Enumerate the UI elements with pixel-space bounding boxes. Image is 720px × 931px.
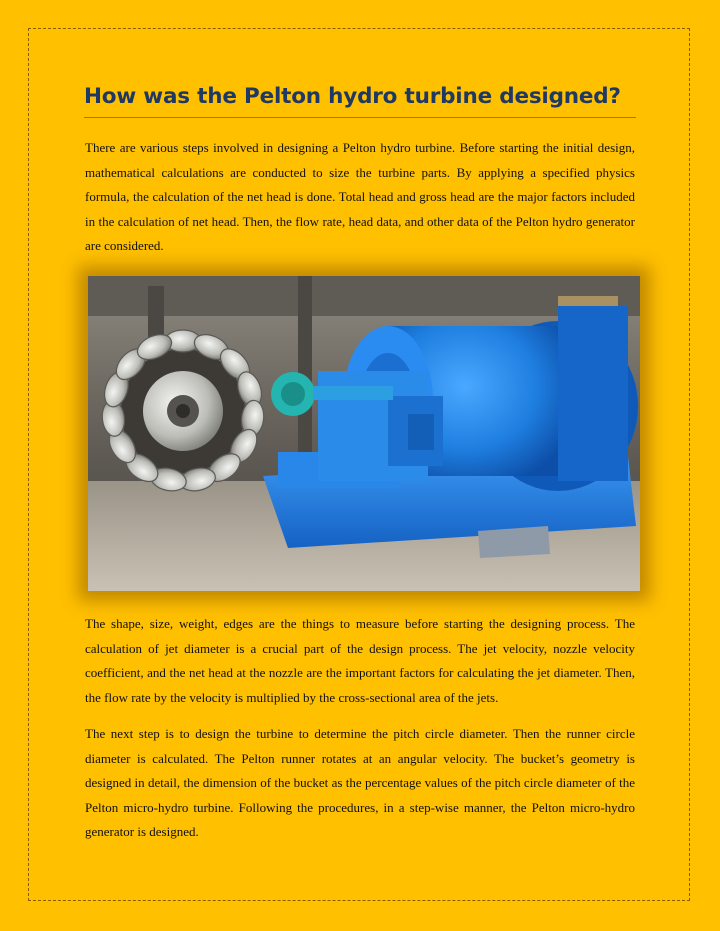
paragraph-intro: There are various steps involved in designing a Pelton hydro turbine. Before starting the initial design, mathematical calculations are conducted to size the turbine parts. By applying a specified physics formula, the calculation of the net head is done. Total head and gross head are the major factors included in the calculation of net head. Then, the flow rate, head data, and other data of the Pelton hydro generator are considered.: [85, 140, 635, 254]
title-underline: [84, 117, 636, 118]
page-title: How was the Pelton hydro turbine designed?: [84, 84, 621, 109]
paragraph-pitch-circle: The next step is to design the turbine to determine the pitch circle diameter. Then the runner circle diameter is calculated. The Pelton runner rotates at an angular velocity. The bucket’s geometry is designed in detail, the dimension of the bucket as the percentage values of the pitch circle diameter of the Pelton micro-hydro turbine. Following the procedures, in a step-wise manner, the Pelton micro-hydro generator is designed.: [85, 726, 635, 840]
paragraph-jet-diameter: The shape, size, weight, edges are the things to measure before starting the designing process. The calculation of jet diameter is a crucial part of the design process. The jet velocity, nozzle velocity coefficient, and the net head at the nozzle are the important factors for calculating the jet diameter. Then, the flow rate by the velocity is multiplied by the cross-sectional area of the jets.: [85, 616, 635, 705]
pelton-turbine-photo: [88, 276, 640, 591]
